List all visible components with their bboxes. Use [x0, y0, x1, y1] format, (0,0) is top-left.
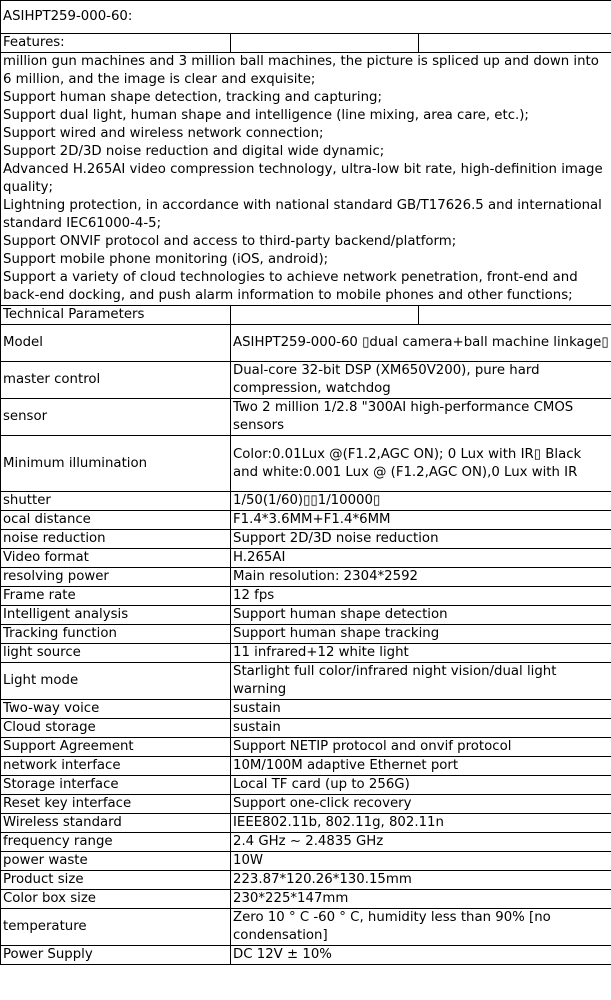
- param-label: master control: [1, 362, 231, 399]
- table-row: [1, 795, 611, 814]
- param-label: light source: [1, 644, 231, 663]
- param-label: Wireless standard: [1, 814, 231, 833]
- table-row: [1, 587, 611, 606]
- param-value: sustain: [231, 719, 611, 738]
- table-row: [1, 663, 611, 700]
- param-label: Frame rate: [1, 587, 231, 606]
- empty-cell: [419, 306, 611, 325]
- model-title: ASIHPT259-000-60:: [1, 1, 611, 34]
- feature-item: Support 2D/3D noise reduction and digital wide dynamic;: [3, 144, 385, 159]
- table-row: [1, 738, 611, 757]
- feature-item: Lightning protection, in accordance with national standard GB/T17626.5 and international standard IEC61000-4-5;: [3, 198, 602, 231]
- param-label: Color box size: [1, 890, 231, 909]
- param-label: frequency range: [1, 833, 231, 852]
- table-row: [1, 362, 611, 399]
- param-value: Local TF card (up to 256G): [231, 776, 611, 795]
- table-row: [1, 568, 611, 587]
- feature-item: Support mobile phone monitoring (iOS, android);: [3, 252, 329, 267]
- feature-item: Advanced H.265AI video compression technology, ultra-low bit rate, high-definition image quality;: [3, 162, 603, 195]
- params-header-row: [1, 306, 611, 325]
- param-label: Intelligent analysis: [1, 606, 231, 625]
- title-row: [1, 1, 611, 34]
- table-row: [1, 776, 611, 795]
- param-value: IEEE802.11b, 802.11g, 802.11n: [231, 814, 611, 833]
- param-value: Starlight full color/infrared night vision/dual light warning: [231, 663, 611, 700]
- table-row: [1, 890, 611, 909]
- table-row: [1, 814, 611, 833]
- table-row: [1, 511, 611, 530]
- feature-item: million gun machines and 3 million ball machines, the picture is spliced up and down into 6 million, and the image is clear and exquisite;: [3, 54, 599, 87]
- param-value: Two 2 million 1/2.8 "300AI high-performance CMOS sensors: [231, 399, 611, 436]
- feature-item: Support dual light, human shape and intelligence (line mixing, area care, etc.);: [3, 108, 529, 123]
- table-row: [1, 325, 611, 362]
- param-value: 2.4 GHz ~ 2.4835 GHz: [231, 833, 611, 852]
- table-row: [1, 625, 611, 644]
- feature-item: Support human shape detection, tracking and capturing;: [3, 90, 382, 105]
- param-value: sustain: [231, 700, 611, 719]
- param-label: Product size: [1, 871, 231, 890]
- param-value: F1.4*3.6MM+F1.4*6MM: [231, 511, 611, 530]
- param-label: Cloud storage: [1, 719, 231, 738]
- table-row: [1, 909, 611, 946]
- param-label: resolving power: [1, 568, 231, 587]
- feature-item: Support wired and wireless network connection;: [3, 126, 324, 141]
- param-label: Storage interface: [1, 776, 231, 795]
- param-label: Model: [1, 325, 231, 362]
- param-label: network interface: [1, 757, 231, 776]
- param-value: Color:0.01Lux @(F1.2,AGC ON); 0 Lux with IR▯ Black and white:0.001 Lux @ (F1.2,AGC ON),0 Lux with IR: [231, 436, 611, 492]
- param-label: Two-way voice: [1, 700, 231, 719]
- param-value: Support NETIP protocol and onvif protocol: [231, 738, 611, 757]
- param-value: Dual-core 32-bit DSP (XM650V200), pure hard compression, watchdog: [231, 362, 611, 399]
- table-row: [1, 399, 611, 436]
- param-value: ASIHPT259-000-60 ▯dual camera+ball machine linkage▯: [231, 325, 611, 362]
- table-row: [1, 757, 611, 776]
- feature-item: Support ONVIF protocol and access to third-party backend/platform;: [3, 234, 457, 249]
- param-label: temperature: [1, 909, 231, 946]
- table-row: [1, 700, 611, 719]
- params-heading: Technical Parameters: [1, 306, 231, 325]
- table-row: [1, 833, 611, 852]
- param-label: Power Supply: [1, 946, 231, 965]
- feature-item: Support a variety of cloud technologies to achieve network penetration, front-end and back-end docking, and push alarm information to mobile phones and other functions;: [3, 270, 578, 303]
- table-row: [1, 530, 611, 549]
- table-row: [1, 549, 611, 568]
- param-value: Zero 10 ° C -60 ° C, humidity less than 90% [no condensation]: [231, 909, 611, 946]
- param-label: Tracking function: [1, 625, 231, 644]
- param-label: power waste: [1, 852, 231, 871]
- empty-cell: [419, 34, 611, 53]
- param-value: Main resolution: 2304*2592: [231, 568, 611, 587]
- empty-cell: [231, 306, 419, 325]
- features-header-row: [1, 34, 611, 53]
- param-value: 230*225*147mm: [231, 890, 611, 909]
- param-value: DC 12V ± 10%: [231, 946, 611, 965]
- param-label: Support Agreement: [1, 738, 231, 757]
- empty-cell: [231, 34, 419, 53]
- param-label: Video format: [1, 549, 231, 568]
- param-value: Support 2D/3D noise reduction: [231, 530, 611, 549]
- param-value: Support human shape detection: [231, 606, 611, 625]
- param-label: shutter: [1, 492, 231, 511]
- param-label: noise reduction: [1, 530, 231, 549]
- param-value: Support human shape tracking: [231, 625, 611, 644]
- table-row: [1, 644, 611, 663]
- param-label: Minimum illumination: [1, 436, 231, 492]
- param-value: Support one-click recovery: [231, 795, 611, 814]
- param-value: 12 fps: [231, 587, 611, 606]
- param-label: Light mode: [1, 663, 231, 700]
- param-value: 10W: [231, 852, 611, 871]
- table-row: [1, 606, 611, 625]
- param-value: 10M/100M adaptive Ethernet port: [231, 757, 611, 776]
- param-label: ocal distance: [1, 511, 231, 530]
- table-row: [1, 719, 611, 738]
- table-row: [1, 871, 611, 890]
- param-value: H.265AI: [231, 549, 611, 568]
- table-row: [1, 492, 611, 511]
- param-value: 223.87*120.26*130.15mm: [231, 871, 611, 890]
- param-label: sensor: [1, 399, 231, 436]
- table-row: [1, 852, 611, 871]
- param-value: 1/50(1/60)▯▯1/10000▯: [231, 492, 611, 511]
- features-list: [1, 53, 611, 306]
- table-row: [1, 946, 611, 965]
- features-row: [1, 53, 611, 306]
- features-heading: Features:: [1, 34, 231, 53]
- param-label: Reset key interface: [1, 795, 231, 814]
- param-value: 11 infrared+12 white light: [231, 644, 611, 663]
- table-row: [1, 436, 611, 492]
